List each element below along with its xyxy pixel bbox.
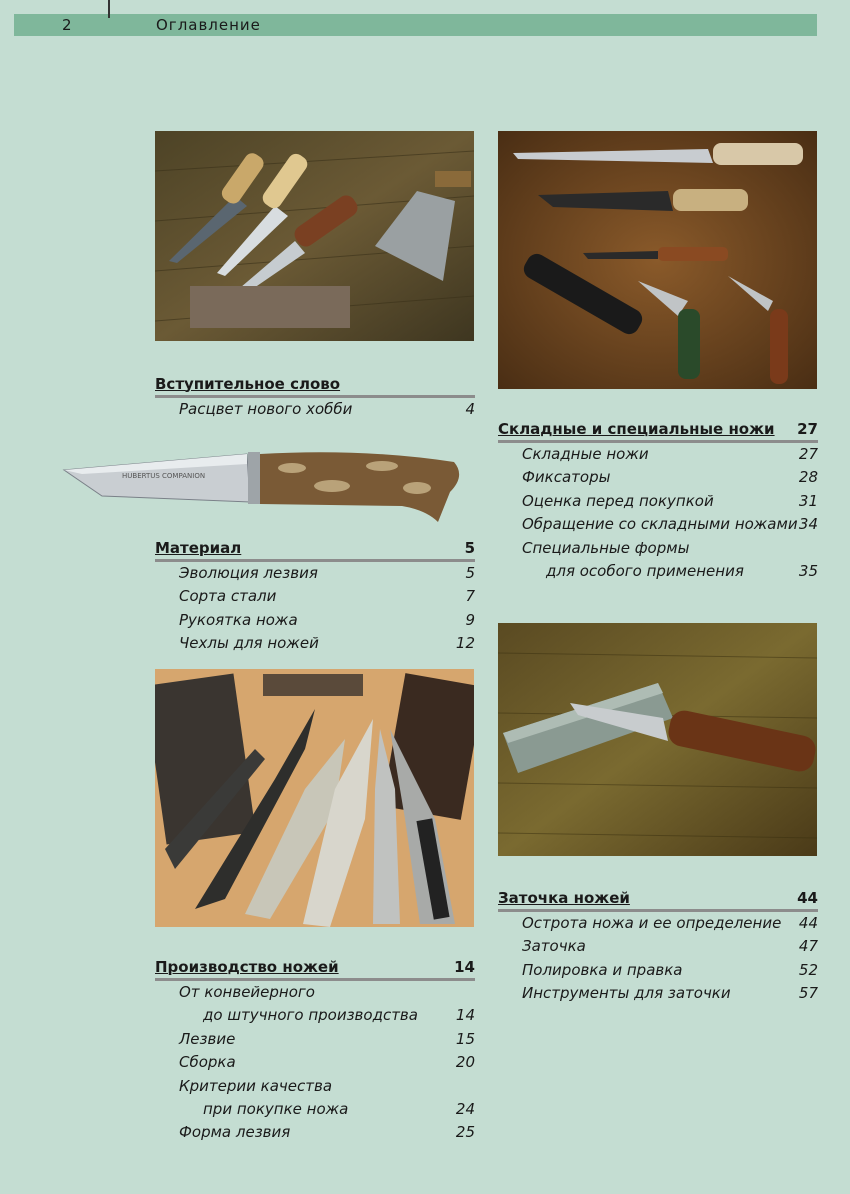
- page-title: Оглавление: [156, 16, 261, 34]
- entry-page: 35: [798, 562, 818, 581]
- toc-section-intro: [155, 374, 475, 421]
- photo-knives-and-axe: [155, 131, 474, 341]
- entry-label: Инструменты для заточки: [522, 984, 731, 1003]
- entry-label: для особого применения: [546, 562, 744, 581]
- photo-hunting-knife-hubertus: [62, 448, 462, 528]
- section-title: Складные и специальные ножи: [498, 420, 775, 438]
- toc-entry[interactable]: [155, 398, 475, 421]
- entry-label: Сорта стали: [179, 587, 277, 606]
- section-title: Заточка ножей: [498, 889, 630, 907]
- toc-entry[interactable]: [155, 609, 475, 632]
- section-title: Материал: [155, 539, 242, 557]
- entry-label: Чехлы для ножей: [179, 634, 319, 653]
- section-heading[interactable]: [155, 538, 475, 562]
- entry-label: Сборка: [179, 1053, 236, 1072]
- header-bar: [14, 14, 817, 36]
- toc-entry[interactable]: [155, 1121, 475, 1144]
- photo-folding-knives: [498, 131, 817, 389]
- blade-inscription: HUBERTUS COMPANION: [122, 472, 206, 480]
- section-page: 5: [464, 539, 475, 557]
- section-heading[interactable]: [155, 957, 475, 981]
- toc-section-production: [155, 957, 475, 1145]
- toc-entry[interactable]: [498, 443, 818, 466]
- entry-page: 20: [455, 1053, 475, 1072]
- entry-page: 24: [455, 1100, 475, 1119]
- entry-label: Рукоятка ножа: [179, 610, 298, 629]
- toc-section-sharpening: [498, 888, 818, 1006]
- toc-entry[interactable]: [155, 1098, 475, 1121]
- entry-label: Специальные формы: [522, 538, 690, 557]
- entry-page: 14: [455, 1006, 475, 1025]
- entry-page: 57: [798, 984, 818, 1003]
- toc-section-material: [155, 538, 475, 656]
- page-number: 2: [62, 16, 72, 34]
- toc-entry[interactable]: [498, 466, 818, 489]
- entry-page: 15: [455, 1029, 475, 1048]
- entry-label: до штучного производства: [203, 1006, 418, 1025]
- entry-label: Оценка перед покупкой: [522, 491, 714, 510]
- toc-entry[interactable]: [155, 562, 475, 585]
- toc-section-folding: [498, 419, 818, 583]
- section-page: 14: [454, 958, 475, 976]
- toc-entry[interactable]: [498, 537, 818, 560]
- section-page: 27: [797, 420, 818, 438]
- toc-entry[interactable]: [155, 1075, 475, 1098]
- entry-page: 9: [465, 610, 475, 629]
- section-heading[interactable]: [498, 888, 818, 912]
- toc-entry[interactable]: [498, 513, 818, 536]
- entry-label: при покупке ножа: [203, 1100, 349, 1119]
- entry-label: Острота ножа и ее определение: [522, 914, 782, 932]
- header-divider: [108, 0, 110, 18]
- section-title: Производство ножей: [155, 958, 339, 976]
- section-title: Вступительное слово: [155, 375, 341, 393]
- entry-label: Полировка и правка: [522, 960, 683, 979]
- entry-label: Форма лезвия: [179, 1123, 291, 1142]
- entry-label: От конвейерного: [179, 983, 315, 1001]
- toc-entry[interactable]: [155, 1051, 475, 1074]
- section-heading[interactable]: [498, 419, 818, 443]
- section-page: 44: [797, 889, 818, 907]
- toc-entry[interactable]: [498, 982, 818, 1005]
- entry-page: 25: [455, 1123, 475, 1142]
- entry-label: Критерии качества: [179, 1076, 333, 1095]
- section-heading[interactable]: [155, 374, 475, 398]
- entry-label: Обращение со складными ножами: [522, 515, 798, 534]
- entry-page: 7: [465, 587, 475, 606]
- entry-page: 5: [465, 564, 475, 582]
- entry-page: 47: [798, 937, 818, 956]
- toc-entry[interactable]: [155, 981, 475, 1004]
- entry-label: Расцвет нового хобби: [179, 400, 353, 418]
- toc-entry[interactable]: [498, 935, 818, 958]
- entry-page: 4: [465, 400, 475, 418]
- entry-page: 34: [798, 515, 818, 534]
- entry-label: Эволюция лезвия: [179, 564, 318, 582]
- toc-entry[interactable]: [498, 490, 818, 513]
- entry-label: Складные ножи: [522, 445, 649, 463]
- entry-page: 31: [798, 491, 818, 510]
- toc-entry[interactable]: [155, 585, 475, 608]
- photo-blanks: [155, 669, 474, 927]
- toc-entry[interactable]: [498, 912, 818, 935]
- entry-page: 28: [798, 468, 818, 487]
- entry-label: Фиксаторы: [522, 468, 611, 487]
- entry-label: Заточка: [522, 937, 586, 956]
- toc-entry[interactable]: [155, 1004, 475, 1027]
- entry-page: 44: [798, 914, 818, 932]
- toc-entry[interactable]: [498, 560, 818, 583]
- entry-page: 12: [455, 634, 475, 653]
- toc-entry[interactable]: [498, 959, 818, 982]
- toc-entry[interactable]: [155, 632, 475, 655]
- entry-label: Лезвие: [179, 1029, 236, 1048]
- entry-page: 52: [798, 960, 818, 979]
- photo-sharpening: [498, 623, 817, 856]
- entry-page: 27: [798, 445, 818, 463]
- toc-entry[interactable]: [155, 1028, 475, 1051]
